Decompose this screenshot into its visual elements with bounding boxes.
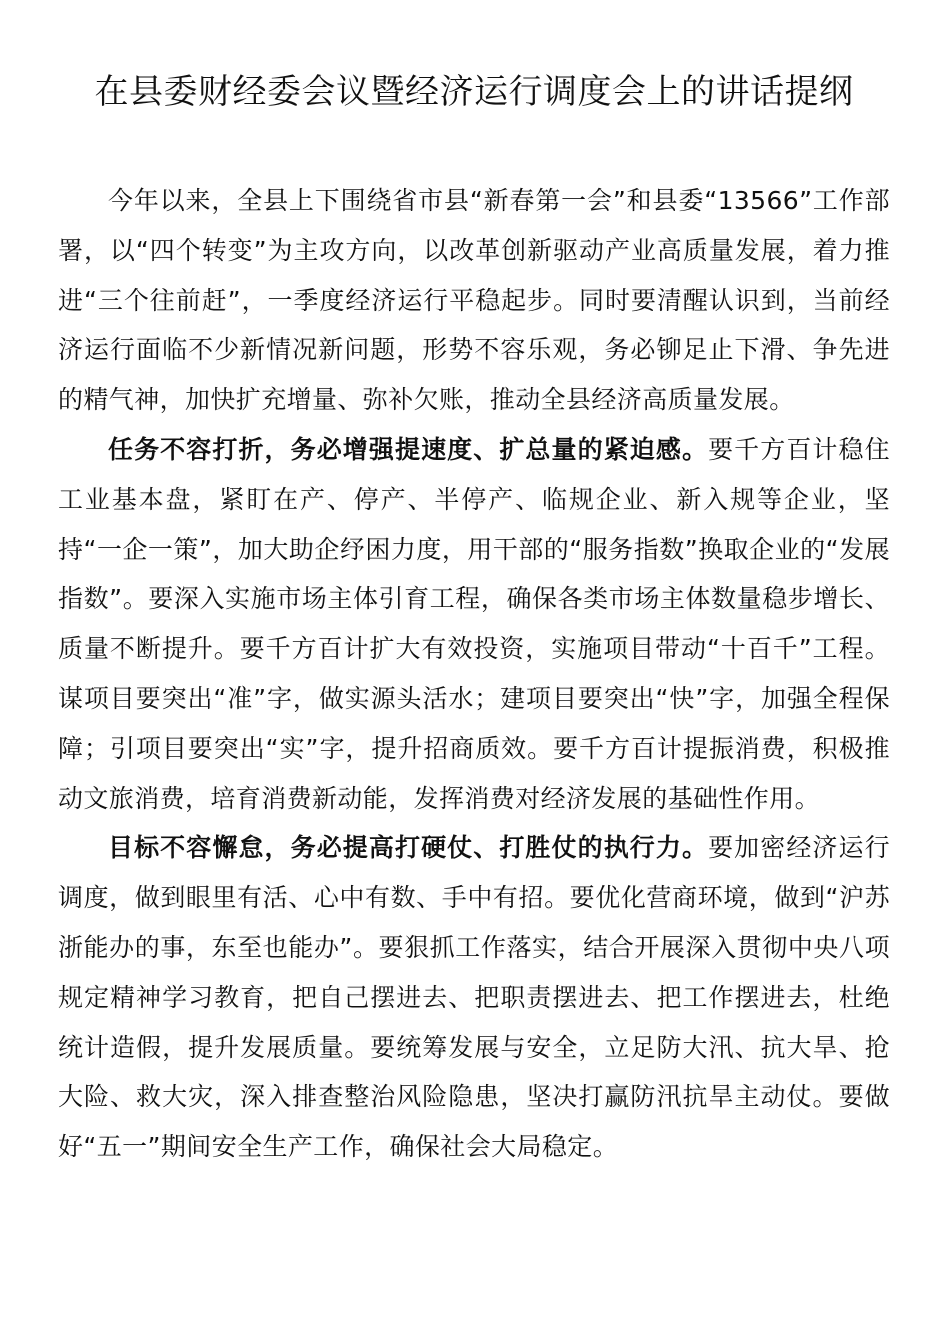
paragraph-text: 今年以来，全县上下围绕省市县“新春第一会”和县委“13566”工作部署，以“四个转变”为主攻方向，以改革创新驱动产业高质量发展，着力推进“三个往前赶”，一季度经济运行平稳起步。同时要清醒认识到，当前经济运行面临不少新情况新问题，形势不容乐观，务必铆足止下滑、争先进的精气神，加快扩充增量、弥补欠账，推动全县经济高质量发展。 — [58, 186, 890, 415]
document-body — [58, 176, 890, 1172]
paragraph-lead-heading: 目标不容懈怠，务必提高打硬仗、打胜仗的执行力。 — [108, 833, 709, 863]
paragraph-intro — [58, 176, 890, 425]
paragraph-goal — [58, 823, 890, 1172]
paragraph-task — [58, 425, 890, 823]
document-title: 在县委财经委会议暨经济运行调度会上的讲话提纲 — [94, 72, 854, 112]
paragraph-text: 要千方百计稳住工业基本盘，紧盯在产、停产、半停产、临规企业、新入规等企业，坚持“一企一策”，加大助企纾困力度，用干部的“服务指数”换取企业的“发展指数”。要深入实施市场主体引育工程，确保各类市场主体数量稳步增长、质量不断提升。要千方百计扩大有效投资，实施项目带动“十百千”工程。谋项目要突出“准”字，做实源头活水；建项目要突出“快”字，加强全程保障；引项目要突出“实”字，提升招商质效。要千方百计提振消费，积极推动文旅消费，培育消费新动能，发挥消费对经济发展的基础性作用。 — [58, 434, 890, 813]
paragraph-text: 要加密经济运行调度，做到眼里有活、心中有数、手中有招。要优化营商环境，做到“沪苏浙能办的事，东至也能办”。要狠抓工作落实，结合开展深入贯彻中央八项规定精神学习教育，把自己摆进去、把职责摆进去、把工作摆进去，杜绝统计造假，提升发展质量。要统筹发展与安全，立足防大汛、抗大旱、抢大险、救大灾，深入排查整治风险隐患，坚决打赢防汛抗旱主动仗。要做好“五一”期间安全生产工作，确保社会大局稳定。 — [58, 833, 890, 1162]
paragraph-lead-heading: 任务不容打折，务必增强提速度、扩总量的紧迫感。 — [108, 434, 709, 464]
